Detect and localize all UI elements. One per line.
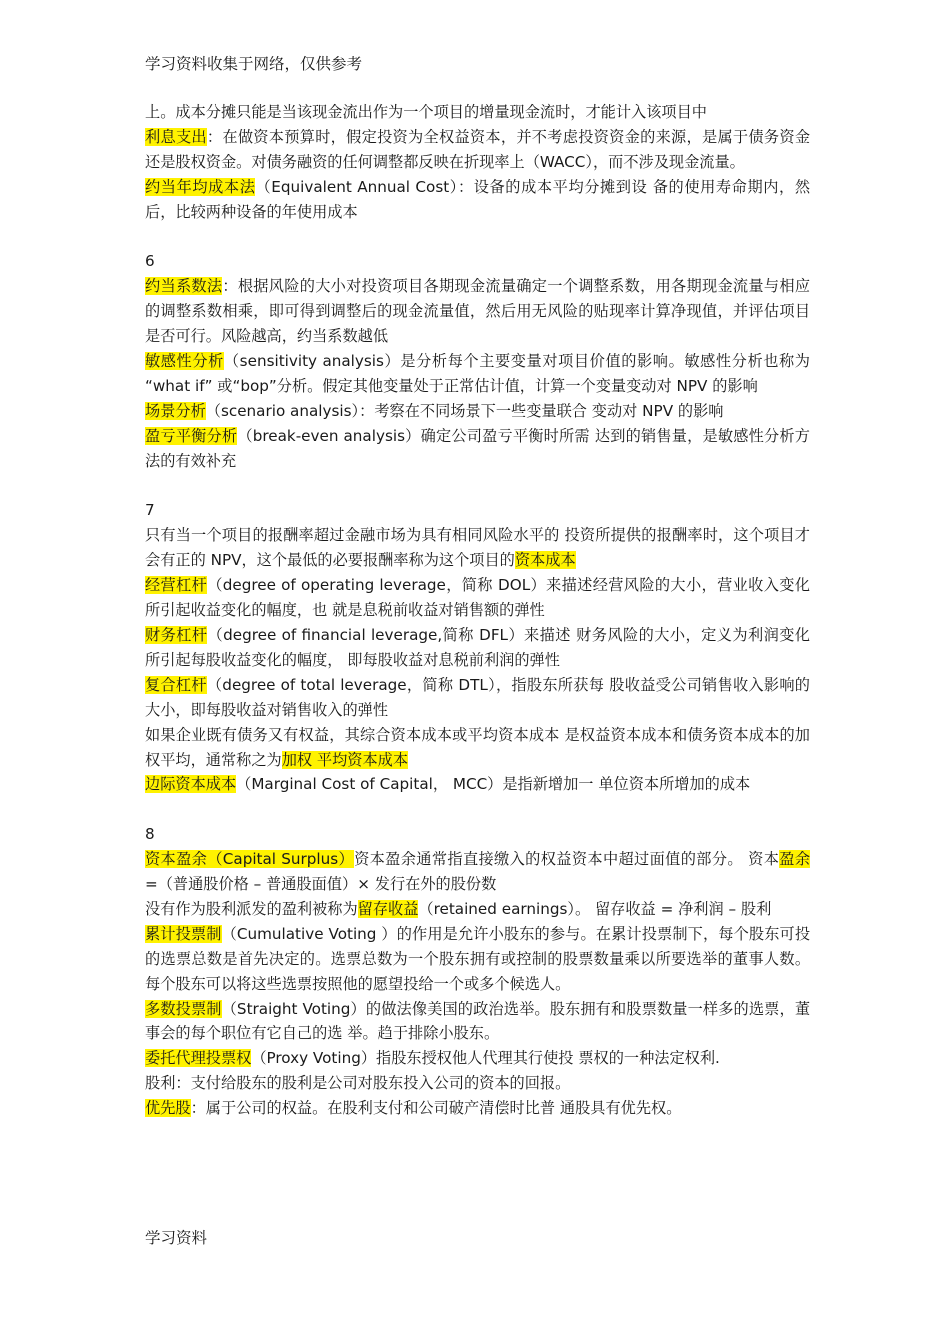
paragraph-retained-earnings: 没有作为股利派发的盈利被称为留存收益（retained earnings）。 留存收益 = 净利润 – 股利 [145, 899, 772, 918]
highlighted-term: 利息支出 [145, 127, 207, 146]
paragraph: 上。成本分摊只能是当该现金流出作为一个项目的增量现金流时，才能计入该项目中 [145, 103, 707, 121]
highlighted-term: 资本盈余（Capital Surplus） [145, 850, 355, 869]
paragraph-total-leverage: 复合杠杆（degree of total leverage，简称 DTL），指股东所获每 股收益受公司销售收入影响的大小，即每股收益对销售收入的弹性 [145, 675, 810, 719]
paragraph-proxy-voting: 委托代理投票权（Proxy Voting）指股东授权他人代理其行使投 票权的一种法定权利. [145, 1049, 720, 1068]
paragraph-scenario-analysis: 场景分析（scenario analysis）：考察在不同场景下一些变量联合 变动对 NPV 的影响 [145, 401, 724, 420]
document-body [145, 100, 810, 1121]
section-number: 8 [145, 825, 155, 844]
paragraph-operating-leverage: 经营杠杆（degree of operating leverage，简称 DOL）来描述经营风险的大小，营业收入变化所引起收益变化的幅度，也 就是息税前收益对销售额的弹性 [145, 576, 810, 620]
highlighted-term: 多数投票制 [145, 999, 222, 1018]
highlighted-term: 留存收益 [357, 899, 419, 918]
highlighted-term: 约当年均成本法 [145, 177, 256, 196]
paragraph-capital-surplus: 资本盈余（Capital Surplus）资本盈余通常指直接缴入的权益资本中超过面值的部分。 资本盈余 =（普通股价格 – 普通股面值）× 发行在外的股份数 [145, 850, 811, 894]
paragraph-certainty-equivalent: 约当系数法：根据风险的大小对投资项目各期现金流量确定一个调整系数，用各期现金流量与相应的调整系数相乘，即可得到调整后的现金流量值，然后用无风险的贴现率计算净现值，并评估项目是否可行。风险越高，约当系数越低 [145, 277, 811, 346]
page-header: 学习资料收集于网络，仅供参考 [145, 55, 363, 73]
paragraph-marginal-cost: 边际资本成本（Marginal Cost of Capital， MCC）是指新增加一 单位资本所增加的成本 [145, 775, 751, 794]
paragraph-sensitivity-analysis: 敏感性分析（sensitivity analysis）是分析每个主要变量对项目价值的影响。敏感性分析也称为 “what if” 或“bop”分析。假定其他变量处于正常估计值，计算一个变量变动对 NPV 的影响 [145, 352, 810, 395]
paragraph-cost-of-capital: 只有当一个项目的报酬率超过金融市场为具有相同风险水平的 投资所提供的报酬率时，这个项目才会有正的 NPV，这个最低的必要报酬率称为这个项目的资本成本 [145, 526, 810, 570]
paragraph-wacc: 如果企业既有债务又有权益，其综合资本成本或平均资本成本 是权益资本成本和债务资本成本的加权平均，通常称之为加权 平均资本成本 [145, 725, 810, 769]
highlighted-term: 经营杠杆 [145, 576, 208, 595]
paragraph-preferred-stock: 优先股：属于公司的权益。在股利支付和公司破产清偿时比普 通股具有优先权。 [145, 1099, 682, 1118]
highlighted-term: 敏感性分析 [145, 352, 224, 371]
highlighted-term: 加权 平均资本成本 [281, 750, 409, 769]
page-footer: 学习资料 [145, 1229, 208, 1247]
highlighted-term: 边际资本成本 [145, 775, 237, 794]
paragraph-straight-voting: 多数投票制（Straight Voting）的做法像美国的政治选举。股东拥有和股票数量一样多的选票，董事会的每个职位有它自己的选 举。趋于排除小股东。 [145, 999, 811, 1043]
paragraph-dividends: 股利：支付给股东的股利是公司对股东投入公司的资本的回报。 [145, 1074, 571, 1093]
highlighted-term: 盈亏平衡分析 [145, 426, 238, 445]
highlighted-term: 资本成本 [514, 551, 576, 570]
highlighted-term: 约当系数法 [145, 277, 223, 296]
highlighted-term: 财务杠杆 [145, 626, 208, 644]
paragraph-interest-expense: 利息支出：在做资本预算时，假定投资为全权益资本，并不考虑投资资金的来源，是属于债务资金还是股权资金。对债务融资的任何调整都反映在折现率上（WACC），而不涉及现金流量。 [145, 127, 811, 171]
highlighted-term: 委托代理投票权 [145, 1049, 252, 1068]
paragraph-break-even-analysis: 盈亏平衡分析（break-even analysis）确定公司盈亏平衡时所需 达到的销售量，是敏感性分析方法的有效补充 [145, 426, 810, 470]
highlighted-term: 复合杠杆 [145, 675, 207, 694]
paragraph-cumulative-voting: 累计投票制（Cumulative Voting ）的作用是允许小股东的参与。在累计投票制下，每个股东可投的选票总数是首先决定的。选票总数为一个股东拥有或控制的股票数量乘以所要选举的董事人数。 每个股东可以将这些选票按照他的愿望投给一个或多个候选人。 [145, 924, 811, 993]
paragraph-equivalent-annual-cost: 约当年均成本法（Equivalent Annual Cost）：设备的成本平均分摊到设 备的使用寿命期内，然后，比较两种设备的年使用成本 [145, 177, 811, 221]
highlighted-term: 优先股 [145, 1099, 191, 1118]
highlighted-term: 盈余 [779, 850, 811, 869]
highlighted-term: 场景分析 [145, 401, 206, 420]
paragraph-financial-leverage: 财务杠杆（degree of financial leverage,简称 DFL）来描述 财务风险的大小，定义为利润变化所引起每股收益变化的幅度， 即每股收益对息税前利润的弹性 [145, 626, 810, 669]
highlighted-term: 累计投票制 [145, 924, 222, 943]
section-number: 6 [145, 252, 155, 271]
section-number: 7 [145, 501, 155, 520]
